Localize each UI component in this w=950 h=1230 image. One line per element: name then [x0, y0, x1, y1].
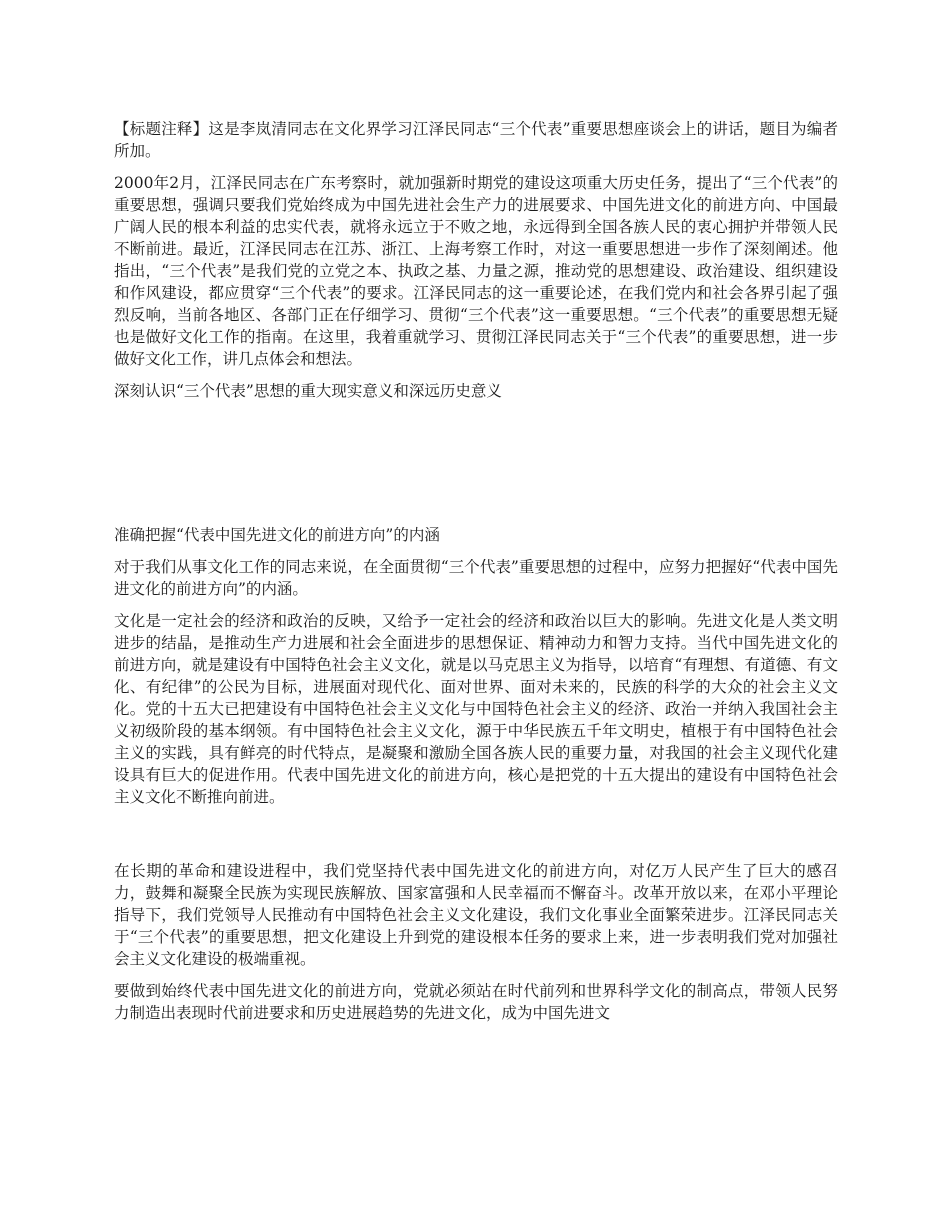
history-paragraph: 在长期的革命和建设进程中，我们党坚持代表中国先进文化的前进方向，对亿万人民产生了巨大的感召力，鼓舞和凝聚全民族为实现民族解放、国家富强和人民幸福而不懈奋斗。改革开放以来，在邓小平理论指导下，我们党领导人民推动有中国特色社会主义文化建设，我们文化事业全面繁荣进步。江泽民同志关于“三个代表”的重要思想，把文化建设上升到党的建设根本任务的要求上来，进一步表明我们党对加强社会主义文化建设的极端重视。	[114, 862, 838, 968]
connotation-paragraph: 对于我们从事文化工作的同志来说，在全面贯彻“三个代表”重要思想的过程中，应努力把握好“代表中国先进文化的前进方向”的内涵。	[114, 558, 838, 598]
document-body	[114, 118, 838, 1034]
blank-space	[114, 818, 838, 860]
section-heading-significance: 深刻认识“三个代表”思想的重大现实意义和深远历史意义	[114, 382, 502, 400]
title-note: 【标题注释】这是李岚清同志在文化界学习江泽民同志“三个代表”重要思想座谈会上的讲话，题目为编者所加。	[114, 120, 838, 160]
blank-space	[114, 402, 838, 524]
direction-paragraph: 要做到始终代表中国先进文化的前进方向，党就必须站在时代前列和世界科学文化的制高点，带领人民努力制造出表现时代前进要求和历史进展趋势的先进文化，成为中国先进文	[114, 982, 838, 1022]
intro-paragraph: 2000年2月，江泽民同志在广东考察时，就加强新时期党的建设这项重大历史任务，提出了“三个代表”的重要思想，强调只要我们党始终成为中国先进社会生产力的进展要求、中国先进文化的前进方向、中国最广阔人民的根本利益的忠实代表，就将永远立于不败之地，永远得到全国各族人民的衷心拥护并带领人民不断前进。最近，江泽民同志在江苏、浙江、上海考察工作时，对这一重要思想进一步作了深刻阐述。他指出，“三个代表”是我们党的立党之本、执政之基、力量之源，推动党的思想建设、政治建设、组织建设和作风建设，都应贯穿“三个代表”的要求。江泽民同志的这一重要论述，在我们党内和社会各界引起了强烈反响，当前各地区、各部门正在仔细学习、贯彻“三个代表”这一重要思想。“三个代表”的重要思想无疑也是做好文化工作的指南。在这里，我着重就学习、贯彻江泽民同志关于“三个代表”的重要思想，进一步做好文化工作，讲几点体会和想法。	[114, 174, 838, 368]
section-heading-connotation: 准确把握“代表中国先进文化的前进方向”的内涵	[114, 526, 440, 544]
culture-paragraph: 文化是一定社会的经济和政治的反映，又给予一定社会的经济和政治以巨大的影响。先进文化是人类文明进步的结晶，是推动生产力进展和社会全面进步的思想保证、精神动力和智力支持。当代中国先进文化的前进方向，就是建设有中国特色社会主义文化，就是以马克思主义为指导，以培育“有理想、有道德、有文化、有纪律”的公民为目标，进展面对现代化、面对世界、面对未来的，民族的科学的大众的社会主义文化。党的十五大已把建设有中国特色社会主义文化与中国特色社会主义的经济、政治一并纳入我国社会主义初级阶段的基本纲领。有中国特色社会主义文化，源于中华民族五千年文明史，植根于有中国特色社会主义的实践，具有鲜亮的时代特点，是凝聚和激励全国各族人民的重要力量，对我国的社会主义现代化建设具有巨大的促进作用。代表中国先进文化的前进方向，核心是把党的十五大提出的建设有中国特色社会主义文化不断推向前进。	[114, 612, 838, 806]
